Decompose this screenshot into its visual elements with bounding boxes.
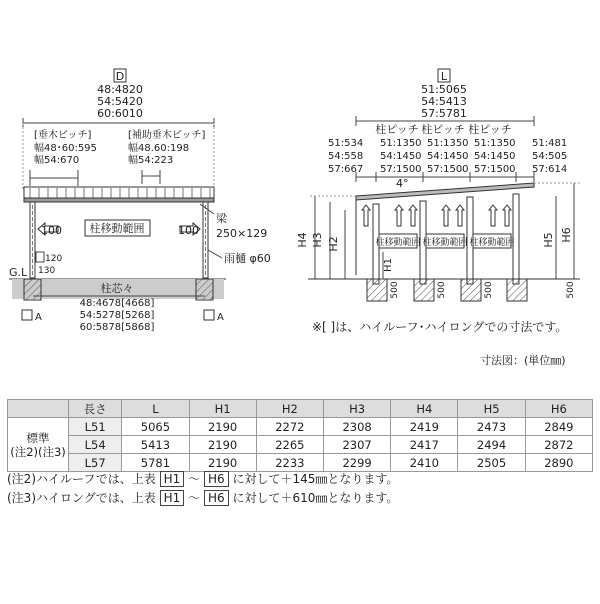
note-2-box-from: H1 bbox=[160, 471, 185, 487]
h5-label: H5 bbox=[542, 232, 555, 248]
h1-label: H1 bbox=[383, 258, 394, 272]
header-h2: H2 bbox=[256, 400, 323, 418]
bracket-note: ※[ ]は、ハイルーフ･ハイロングでの寸法です。 bbox=[312, 320, 568, 334]
detail-a-right bbox=[204, 310, 214, 320]
group-label-main: 標準 bbox=[26, 430, 50, 445]
header-h4: H4 bbox=[391, 400, 458, 418]
note-2-tilde: ～ bbox=[188, 472, 201, 486]
side-move-range-3: 柱移動範囲 bbox=[469, 238, 515, 248]
side-footing-4 bbox=[507, 279, 527, 301]
note-2-prefix: (注2)ハイルーフでは、上表 bbox=[7, 472, 156, 486]
rafter-pitch-title: [垂木ピッチ] bbox=[34, 130, 92, 141]
table-cell: 2265 bbox=[256, 436, 323, 454]
aux-pitch-value-1: 幅48.60:198 bbox=[128, 143, 190, 154]
right-overhang-57: 57:614 bbox=[532, 164, 568, 175]
pitch1-54: 54:1450 bbox=[380, 151, 422, 162]
side-footing-3 bbox=[461, 279, 481, 301]
post-center-60: 60:5878[5868] bbox=[79, 322, 155, 333]
table-cell: 2190 bbox=[189, 436, 256, 454]
note-3-prefix: (注3)ハイロングでは、上表 bbox=[7, 491, 156, 505]
front-width-48: 48:4820 bbox=[97, 83, 143, 96]
side-length-57: 57:5781 bbox=[421, 107, 467, 120]
pitch1-57: 57:1500 bbox=[380, 164, 422, 175]
table-cell: 2417 bbox=[391, 436, 458, 454]
beam-size: 250×129 bbox=[216, 227, 268, 240]
table-cell: 2299 bbox=[323, 454, 390, 472]
note-2-suffix: に対して＋145㎜となります。 bbox=[232, 472, 399, 486]
h6-label: H6 bbox=[560, 227, 573, 243]
table-cell: L57 bbox=[69, 454, 122, 472]
pitch2-57: 57:1500 bbox=[427, 164, 469, 175]
spec-table-header bbox=[8, 400, 593, 418]
left-overhang-51: 51:534 bbox=[328, 138, 364, 149]
table-cell: 5781 bbox=[122, 454, 189, 472]
pitch3-54: 54:1450 bbox=[474, 151, 516, 162]
side-footing-1 bbox=[367, 279, 387, 301]
header-h3: H3 bbox=[323, 400, 390, 418]
left-overhang-57: 57:667 bbox=[328, 164, 364, 175]
aux-pitch-value-2: 幅54:223 bbox=[128, 155, 174, 166]
note-3 bbox=[7, 489, 398, 506]
front-arrow-right-value: 100 bbox=[178, 224, 199, 237]
table-cell: 2890 bbox=[525, 454, 592, 472]
table-cell: 5065 bbox=[122, 418, 189, 436]
note-3-box-from: H1 bbox=[160, 490, 185, 506]
side-view bbox=[296, 69, 580, 301]
beam-label: 梁 bbox=[216, 212, 227, 225]
pitch3-51: 51:1350 bbox=[474, 138, 516, 149]
detail-a-left-label: A bbox=[35, 312, 42, 323]
footing-4-depth: 500 bbox=[566, 281, 576, 299]
aux-pitch-title: [補助垂木ピッチ] bbox=[128, 130, 206, 141]
rafter-pitch-value-1: 幅48･60:595 bbox=[34, 143, 97, 154]
pitch2-54: 54:1450 bbox=[427, 151, 469, 162]
pitch1-51: 51:1350 bbox=[380, 138, 422, 149]
table-cell: 2494 bbox=[458, 436, 525, 454]
header-h5: H5 bbox=[458, 400, 525, 418]
table-cell: 2308 bbox=[323, 418, 390, 436]
side-length-51: 51:5065 bbox=[421, 83, 467, 96]
pitch2-51: 51:1350 bbox=[427, 138, 469, 149]
dim-130: 130 bbox=[38, 266, 56, 276]
table-cell: 2410 bbox=[391, 454, 458, 472]
h3-label: H3 bbox=[311, 232, 324, 248]
front-view bbox=[9, 69, 271, 333]
front-footing-left bbox=[24, 279, 41, 300]
front-arrow-left-value: 100 bbox=[41, 224, 62, 237]
front-move-range: 柱移動範囲 bbox=[89, 222, 145, 235]
note-3-box-to: H6 bbox=[204, 490, 229, 506]
note-3-suffix: に対して＋610㎜となります。 bbox=[232, 491, 399, 505]
pitch3-57: 57:1500 bbox=[474, 164, 516, 175]
header-h1: H1 bbox=[189, 400, 256, 418]
gutter-label: 雨樋 φ60 bbox=[224, 252, 271, 265]
spec-table bbox=[7, 399, 593, 472]
unit-note: 寸法図：(単位㎜) bbox=[480, 354, 566, 367]
group-label-notes: (注2)(注3) bbox=[10, 444, 66, 459]
header-h6: H6 bbox=[525, 400, 592, 418]
side-roof bbox=[356, 183, 534, 200]
side-move-range-2: 柱移動範囲 bbox=[422, 238, 468, 248]
h4-label: H4 bbox=[296, 232, 309, 248]
roof-angle: 4° bbox=[396, 177, 409, 190]
right-overhang-51: 51:481 bbox=[532, 138, 568, 149]
note-3-tilde: ～ bbox=[188, 491, 201, 505]
table-row bbox=[8, 454, 593, 472]
footing-3-depth: 500 bbox=[484, 281, 494, 299]
table-cell: 2307 bbox=[323, 436, 390, 454]
front-d-label: D bbox=[115, 70, 125, 83]
table-cell: 2190 bbox=[189, 418, 256, 436]
side-arrows bbox=[362, 205, 511, 226]
group-label bbox=[8, 418, 69, 472]
dim-120: 120 bbox=[45, 254, 63, 264]
table-cell: L51 bbox=[69, 418, 122, 436]
front-width-60: 60:6010 bbox=[97, 107, 143, 120]
detail-a-left bbox=[22, 310, 32, 320]
side-move-range-1: 柱移動範囲 bbox=[375, 238, 421, 248]
front-width-54: 54:5420 bbox=[97, 95, 143, 108]
footing-2-depth: 500 bbox=[437, 281, 447, 299]
table-cell: 2505 bbox=[458, 454, 525, 472]
table-cell: 2272 bbox=[256, 418, 323, 436]
side-footing-2 bbox=[414, 279, 434, 301]
header-length: 長さ bbox=[69, 400, 122, 418]
table-cell: 5413 bbox=[122, 436, 189, 454]
rafter-pitch-value-2: 幅54:670 bbox=[34, 155, 80, 166]
pitch-title-1: 柱ピッチ bbox=[375, 123, 419, 136]
note-2-box-to: H6 bbox=[204, 471, 229, 487]
header-l: L bbox=[122, 400, 189, 418]
table-cell: 2233 bbox=[256, 454, 323, 472]
right-overhang-54: 54:505 bbox=[532, 151, 568, 162]
table-cell: 2849 bbox=[525, 418, 592, 436]
pitch-title-3: 柱ピッチ bbox=[468, 123, 512, 136]
table-row bbox=[8, 436, 593, 454]
table-cell: 2473 bbox=[458, 418, 525, 436]
gl-label: G.L bbox=[9, 266, 28, 279]
table-cell: 2872 bbox=[525, 436, 592, 454]
left-overhang-54: 54:558 bbox=[328, 151, 364, 162]
h2-label: H2 bbox=[327, 236, 340, 252]
post-center-48: 48:4678[4668] bbox=[79, 298, 155, 309]
front-footing-right bbox=[196, 279, 213, 300]
table-cell: 2190 bbox=[189, 454, 256, 472]
detail-a-right-label: A bbox=[217, 312, 224, 323]
note-2 bbox=[7, 470, 398, 487]
footing-1-depth: 500 bbox=[390, 281, 400, 299]
post-center-54: 54:5278[5268] bbox=[79, 310, 155, 321]
table-cell: 2419 bbox=[391, 418, 458, 436]
table-row bbox=[8, 418, 593, 436]
side-l-label: L bbox=[440, 70, 448, 83]
post-center-title: 柱芯々 bbox=[100, 282, 134, 295]
pitch-title-2: 柱ピッチ bbox=[421, 123, 465, 136]
table-cell: L54 bbox=[69, 436, 122, 454]
side-length-54: 54:5413 bbox=[421, 95, 467, 108]
